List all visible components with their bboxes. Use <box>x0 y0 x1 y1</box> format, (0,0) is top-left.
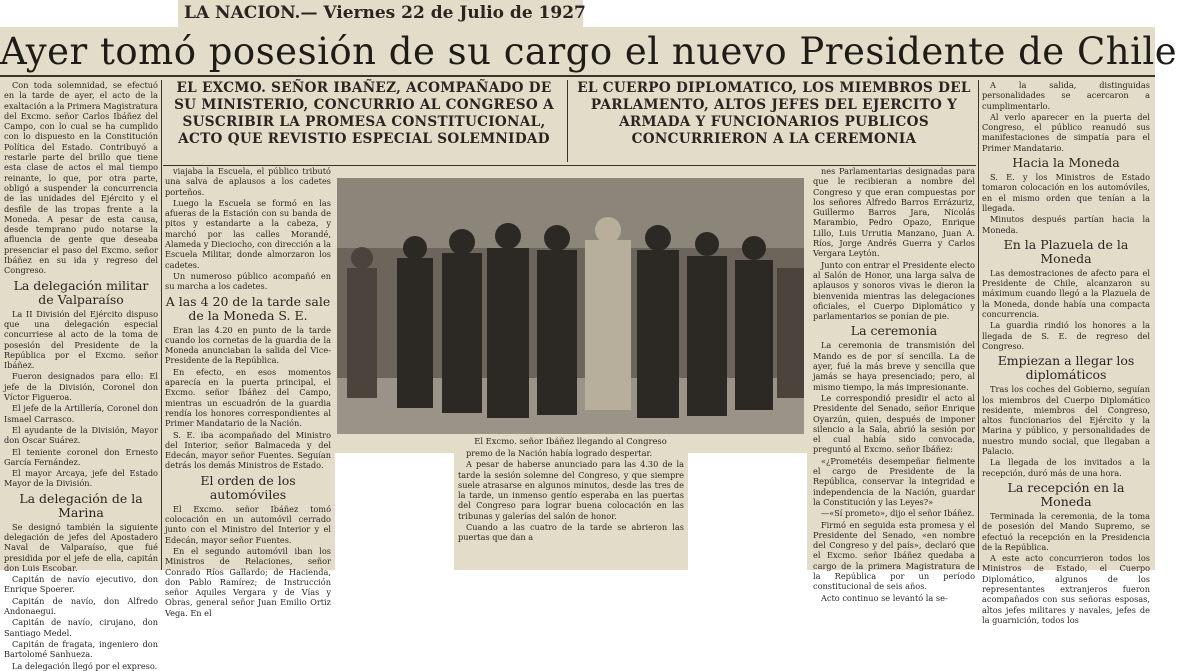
paragraph: La llegada de los invitados a la recepción, duró más de una hora. <box>982 457 1150 478</box>
paragraph: S. E. iba acompañado del Ministro del Interior, señor Balmaceda y del Edecán, mayor señor Fuentes. Seguían detrás los demás Ministros de Estado. <box>165 429 331 471</box>
paragraph: Eran las 4.20 en punto de la tarde cuando los cornetas de la guardia de la Moneda anunciaban la salida del Vice-Presidente de la República. <box>165 324 331 366</box>
deck-right: EL CUERPO DIPLOMATICO, LOS MIEMBROS DEL PARLAMENTO, ALTOS JEFES DEL EJERCITO Y ARMADA Y FUNCIONARIOS PUBLICOS CONCURRIERON A LA CEREMONIA <box>577 80 971 147</box>
paragraph: Capitán de fragata, ingeniero don Bartolomé Sanhueza. <box>4 638 158 660</box>
paragraph: Luego la Escuela se formó en las afueras de la Estación con su banda de pitos y estandarte a la cabeza, y marchó por las calles Morandé, Alameda y Dieciocho, con dirección a la Escuela Militar, donde almorzaron los cadetes. <box>165 197 331 270</box>
paragraph: Cuando a las cuatro de la tarde se abrieron las puertas que dan a <box>458 522 684 543</box>
paragraph: nes Parlamentarias designadas para que le recibieran a nombre del Congreso y que eran compuestas por los señores Alfredo Barros Errázuriz, Guillermo Barros Jara, Nicolás Marambio, Pedro Opazo, Enrique Lillo, Luis Urrutia Manzano, Juan A. Ríos, Jorge Andrés Guerra y Carlos Vergara Leytón. <box>813 166 975 259</box>
column-rule <box>978 80 979 570</box>
subhead: En la Plazuela de la Moneda <box>1003 236 1129 266</box>
paragraph: Minutos después partían hacia la Moneda. <box>982 214 1150 235</box>
paragraph: Con toda solemnidad, se efectuó en la tarde de ayer, el acto de la exaltación a la Primera Magistratura del Excmo. señor Carlos Ibáñez del Campo, con lo cual se ha cumplido con lo dispuesto en la Constitución Política del Estado. Contribuyó a restarle parte del brillo que tiene esta clase de actos el mal tiempo reinante, lo que, por otra parte, obligó a suspender la concurrencia de las unidades del Ejército y el desfile de las tropas frente a la Moneda. A pesar de esta causa, desde temprano pudo notarse la afluencia de gente que deseaba presenciar el paso del Excmo. señor Ibáñez en su ida y regreso del Congreso. <box>4 80 158 276</box>
column-5 <box>982 80 1150 625</box>
photo-caption: El Excmo. señor Ibáñez llegando al Congreso <box>474 436 667 446</box>
paragraph: El Excmo. señor Ibáñez tomó colocación en un automóvil cerrado junto con el Ministro del Interior y el Edecán, mayor señor Fuentes. <box>165 503 331 545</box>
paragraph: Firmó en seguida esta promesa y el Presidente del Senado, «en nombre del Congreso y del país», declaró que el Excmo. señor Ibáñez quedaba a cargo de la primera Magistratura de la República por un período constitucional de seis años. <box>813 519 975 592</box>
paragraph: El mayor Arcaya, jefe del Estado Mayor de la División. <box>4 468 158 489</box>
dateline: LA NACION.— Viernes 22 de Julio de 1927 <box>178 0 583 27</box>
paragraph: La ceremonia de transmisión del Mando es de por sí sencilla. La de ayer, fué la más breve y sencilla que jamás se haya presenciado; pero, al mismo tiempo, la más impresionante. <box>813 340 975 392</box>
paragraph: Las demostraciones de afecto para el Presidente de Chile, alcanzaron su máximum cuando llegó a la Plazuela de la Moneda, donde había una compacta concurrencia. <box>982 267 1150 320</box>
subhead: La delegación militar de Valparaíso <box>13 277 149 307</box>
paragraph: Junto con entrar el Presidente electo al Salón de Honor, una larga salva de aplausos y sonoros vivas le dieron la bienvenida mientras las delegaciones oficiales, el Cuerpo Diplomático y parlamentarios se ponían de pie. <box>813 259 975 322</box>
paragraph: El jefe de la Artillería, Coronel don Ismael Carrasco. <box>4 403 158 424</box>
paragraph: El ayudante de la División, Mayor don Oscar Suárez. <box>4 424 158 446</box>
column-rule <box>161 80 162 570</box>
paragraph: A este acto concurrieron todos los Ministros de Estado, el Cuerpo Diplomático, algunos de los representantes extranjeros fueron acompañados con sus señoras esposas, altos jefes militares y navales, jefes de la guarnición, todos los <box>982 553 1150 625</box>
paragraph: La delegación llegó por el expreso. <box>12 660 158 671</box>
paragraph: En efecto, en esos momentos aparecía en la puerta principal, el Excmo. señor Ibáñez del Campo, mientras un escuadrón de la guardia rendía los honores correspondientes al Primer Mandatario de la Nación. <box>165 366 331 429</box>
column-rule <box>567 80 568 162</box>
paragraph: S. E. y los Ministros de Estado tomaron colocación en los automóviles, en el mismo orden que tenían a la llegada. <box>982 172 1150 213</box>
paragraph: «¿Prometéis desempeñar fielmente el cargo de Presidente de la República, conservar la integridad e independencia de la Nación, guardar la Constitución y las Leyes?» <box>813 455 975 507</box>
paragraph: Terminada la ceremonia, de la toma de posesión del Mando Supremo, se efectuó la recepción en la Presidencia de la República. <box>982 510 1150 552</box>
photo-illustration <box>337 178 804 434</box>
paragraph: —«Sí prometo», dijo el señor Ibáñez. <box>821 508 975 519</box>
paragraph: El teniente coronel don Ernesto García Fernández. <box>4 446 158 467</box>
subhead: La delegación de la Marina <box>19 490 143 520</box>
paragraph: Capitán de navío ejecutivo, don Enrique Spoerer. <box>4 574 158 595</box>
headline: Ayer tomó posesión de su cargo el nuevo Presidente de Chile <box>0 30 1177 73</box>
column-2 <box>165 166 331 618</box>
subhead: La ceremonia <box>850 323 938 339</box>
paragraph: Acto continuo se levantó la se- <box>821 592 948 603</box>
paragraph: Capitán de navío, don Alfredo Andonaegui. <box>4 595 158 617</box>
deck-left: EL EXCMO. SEÑOR IBAÑEZ, ACOMPAÑADO DE SU MINISTERIO, CONCURRIO AL CONGRESO A SUSCRIBIR LA PROMESA CONSTITUCIONAL, ACTO QUE REVISTIO ESPECIAL SOLEMNIDAD <box>174 80 554 147</box>
paragraph: viajaba la Escuela, el público tributó una salva de aplausos a los cadetes porteños. <box>165 166 331 197</box>
column-4 <box>813 166 975 603</box>
subhead: La recepción en la Moneda <box>1007 479 1125 509</box>
news-photo <box>337 178 804 434</box>
column-3 <box>458 448 684 570</box>
column-1 <box>4 80 158 671</box>
paragraph: Le correspondió presidir el acto al Presidente del Senado, señor Enrique Oyarzún, quien, después de imponer silencio a la Sala, abrió la sesión por el cual había sido convocada, preguntó al Excmo. señor Ibáñez: <box>813 392 975 455</box>
paragraph: Capitán de navío, cirujano, don Santiago Medel. <box>4 617 158 638</box>
blank-area <box>688 453 807 570</box>
paragraph: Tras los coches del Gobierno, seguían los miembros del Cuerpo Diplomático residente, miembros del Congreso, altos funcionarios del Ejército y la Marina y público, y personalidades de nuestro mundo social, que llegaban a Palacio. <box>982 384 1150 457</box>
headline-rule <box>0 75 1155 77</box>
paragraph: Se designó también la siguiente delegación de jefes del Apostadero Naval de Valparaíso, que fué presidida por el jefe de ella, capitán don Luis Escobar. <box>4 521 158 573</box>
paragraph: Un numeroso público acompañó en su marcha a los cadetes. <box>165 270 331 292</box>
paragraph: A la salida, distinguidas personalidades se acercaron a cumplimentarlo. <box>982 80 1150 111</box>
paragraph: La guardia rindió los honores a la llegada de S. E. de regreso del Congreso. <box>982 320 1150 351</box>
paragraph: En el segundo automóvil iban los Ministros de Relaciones, señor Conrado Ríos Gallardo; de Hacienda, don Pablo Ramírez; de Instrucción señor Aquiles Vergara y de Vías y Obras, general señor Juan Emilio Ortiz Vega. En el <box>165 545 331 618</box>
paragraph: Al verlo aparecer en la puerta del Congreso, el público reanudó sus manifestaciones de simpatía para el Primer Mandatario. <box>982 111 1150 153</box>
paragraph: premo de la Nación había logrado despertar. <box>466 448 653 458</box>
subhead: A las 4 20 de la tarde sale de la Moneda S. E. <box>165 293 331 323</box>
paragraph: A pesar de haberse anunciado para las 4.30 de la tarde la sesión solemne del Congreso, y que siempre suele atrasarse en algunos minutos, desde las tres de la tarde, un inmenso gentío esperaba en las puertas del Congreso para lograr buena colocación en las tribunas y galerías del salón de honor. <box>458 459 684 521</box>
subhead: Hacia la Moneda <box>1012 155 1120 171</box>
paragraph: La II División del Ejército dispuso que una delegación especial concurriese al acto de la toma de posesión del Presidente de la República por el Excmo. señor Ibáñez. <box>4 308 158 371</box>
subhead: El orden de los automóviles <box>200 472 296 502</box>
paragraph: Fueron designados para ello: El jefe de la División, Coronel don Víctor Figueroa. <box>4 371 158 403</box>
subhead: Empiezan a llegar los diplomáticos <box>997 353 1135 383</box>
blank-area <box>335 453 454 570</box>
